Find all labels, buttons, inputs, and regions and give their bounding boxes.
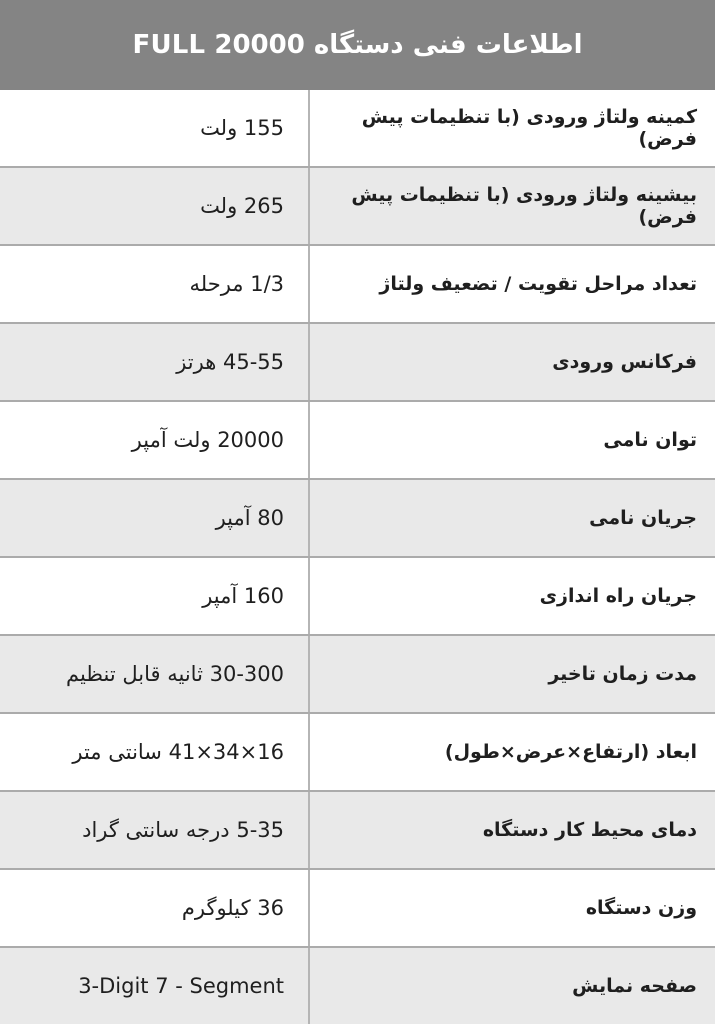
spec-value-text: 160 آمپر	[202, 584, 284, 608]
spec-label: بیشینه ولتاژ ورودی (با تنظیمات پیش فرض)	[308, 168, 715, 244]
spec-label: توان نامی	[308, 402, 715, 478]
spec-value	[0, 870, 308, 946]
spec-value-text: 5-35 درجه سانتی گراد	[82, 818, 284, 842]
spec-label: دمای محیط کار دستگاه	[308, 792, 715, 868]
spec-label: جریان راه اندازی	[308, 558, 715, 634]
spec-label: ابعاد (ارتفاع×عرض×طول)	[308, 714, 715, 790]
spec-label: تعداد مراحل تقویت / تضعیف ولتاژ	[308, 246, 715, 322]
spec-value	[0, 402, 308, 478]
spec-label: فرکانس ورودی	[308, 324, 715, 400]
table-row	[0, 790, 715, 868]
spec-value	[0, 714, 308, 790]
spec-value	[0, 246, 308, 322]
table-row	[0, 634, 715, 712]
table-row	[0, 166, 715, 244]
spec-value-text: 265 ولت	[200, 194, 284, 218]
table-row	[0, 946, 715, 1024]
spec-label: کمینه ولتاژ ورودی (با تنظیمات پیش فرض)	[308, 90, 715, 166]
spec-value	[0, 480, 308, 556]
table-row	[0, 556, 715, 634]
table-header	[0, 0, 715, 90]
table-row	[0, 478, 715, 556]
spec-value-text: 20000 ولت آمپر	[131, 428, 284, 452]
spec-value-text: 155 ولت	[200, 116, 284, 140]
spec-value-text: 1/3 مرحله	[189, 272, 284, 296]
spec-value-text: 45-55 هرتز	[176, 350, 284, 374]
table-row	[0, 712, 715, 790]
spec-value	[0, 324, 308, 400]
spec-label: وزن دستگاه	[308, 870, 715, 946]
spec-value	[0, 636, 308, 712]
table-row	[0, 400, 715, 478]
table-row	[0, 868, 715, 946]
spec-label: جریان نامی	[308, 480, 715, 556]
spec-value-text: 3-Digit 7 - Segment	[78, 974, 284, 998]
spec-value	[0, 168, 308, 244]
spec-value-text: 16×34×41 سانتی متر	[72, 740, 284, 764]
spec-value-text: 80 آمپر	[215, 506, 284, 530]
spec-value	[0, 948, 308, 1024]
spec-value	[0, 90, 308, 166]
spec-value-text: 36 کیلوگرم	[181, 896, 284, 920]
spec-value-text: 30-300 ثانیه قابل تنظیم	[65, 662, 284, 686]
table-row	[0, 322, 715, 400]
spec-value	[0, 792, 308, 868]
spec-value	[0, 558, 308, 634]
table-row	[0, 244, 715, 322]
spec-label: مدت زمان تاخیر	[308, 636, 715, 712]
spec-table	[0, 90, 715, 1024]
page-title: اطلاعات فنی دستگاه 20000 FULL	[132, 30, 583, 60]
table-row	[0, 90, 715, 166]
spec-label: صفحه نمایش	[308, 948, 715, 1024]
